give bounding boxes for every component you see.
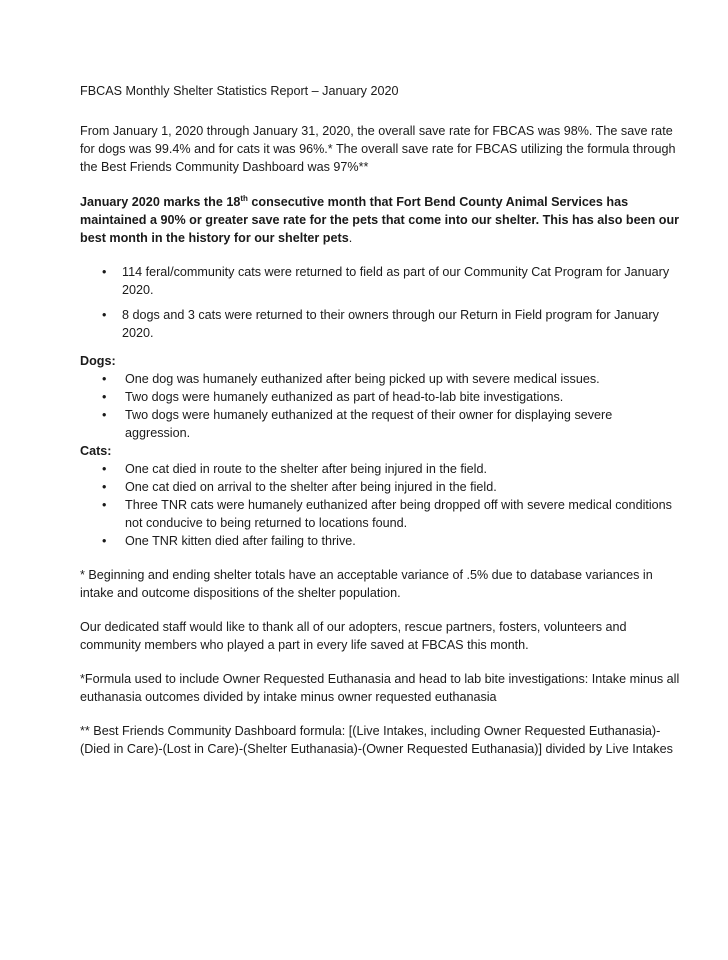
highlight-text-rest: consecutive month that Fort Bend County Animal Services has maintained a 90% or greater save rate for the pets that come into our shelter. This has also been our best month in the history for our shelter pets [80,195,680,245]
intro-paragraph: From January 1, 2020 through January 31, 2020, the overall save rate for FBCAS was 98%. The save rate for dogs was 99.4% and for cats it was 96%.* The overall save rate for FBCAS utilizing the formula through the Best Friends Community Dashboard was 97%** [80,124,676,174]
bullet-icon: • [102,408,107,422]
cats-heading: Cats: [80,444,112,458]
thanks-paragraph: Our dedicated staff would like to thank all of our adopters, rescue partners, fosters, volunteers and community members who played a part in every life saved at FBCAS this month. [80,620,627,652]
dog-outcome-text: One dog was humanely euthanized after being picked up with severe medical issues. [125,372,600,386]
bullet-icon: • [102,390,107,404]
bullet-icon: • [102,498,107,512]
program-text: 8 dogs and 3 cats were returned to their owners through our Return in Field program for January 2020. [122,308,659,340]
report-page [80,82,680,758]
dog-outcome-text: Two dogs were humanely euthanized as part of head-to-lab bite investigations. [125,390,564,404]
variance-note: * Beginning and ending shelter totals have an acceptable variance of .5% due to database variances in intake and outcome dispositions of the shelter population. [80,568,653,600]
cat-outcome-text: Three TNR cats were humanely euthanized after being dropped off with severe medical conditions not conducive to being returned to locations found. [125,498,672,530]
list-item [80,478,680,496]
bullet-icon: • [102,308,107,322]
cat-outcome-text: One TNR kitten died after failing to thrive. [125,534,356,548]
program-text: 114 feral/community cats were returned to field as part of our Community Cat Program for January 2020. [122,265,670,297]
highlight-period: . [348,231,353,245]
formula-note: *Formula used to include Owner Requested Euthanasia and head to lab bite investigations: Intake minus all euthanasia outcomes divided by intake minus owner requested euthanasia [80,672,680,704]
bullet-icon: • [102,480,107,494]
ordinal-suffix: th [240,193,248,203]
highlight-text-start: January 2020 marks the 18 [80,195,241,209]
dogs-list [80,370,680,442]
cats-list [80,460,680,550]
dashboard-formula-note: ** Best Friends Community Dashboard formula: [(Live Intakes, including Owner Requested Euthanasia)-(Died in Care)-(Lost in Care)-(Shelter Euthanasia)-(Owner Requested Euthanasia)] divided by Live Intakes [80,724,673,756]
list-item [80,460,680,478]
list-item [80,406,680,442]
bullet-icon: • [102,462,107,476]
list-item [80,263,680,299]
highlight-paragraph [80,193,680,247]
bullet-icon: • [102,265,107,279]
report-title: FBCAS Monthly Shelter Statistics Report – January 2020 [80,84,399,98]
list-item [80,306,680,342]
dog-outcome-text: Two dogs were humanely euthanized at the request of their owner for displaying severe aggression. [125,408,613,440]
dogs-heading: Dogs: [80,354,116,368]
bullet-icon: • [102,534,107,548]
cat-outcome-text: One cat died on arrival to the shelter after being injured in the field. [125,480,497,494]
list-item [80,496,680,532]
bullet-icon: • [102,372,107,386]
list-item [80,388,680,406]
list-item [80,532,680,550]
program-list [80,263,680,342]
cat-outcome-text: One cat died in route to the shelter after being injured in the field. [125,462,487,476]
list-item [80,370,680,388]
